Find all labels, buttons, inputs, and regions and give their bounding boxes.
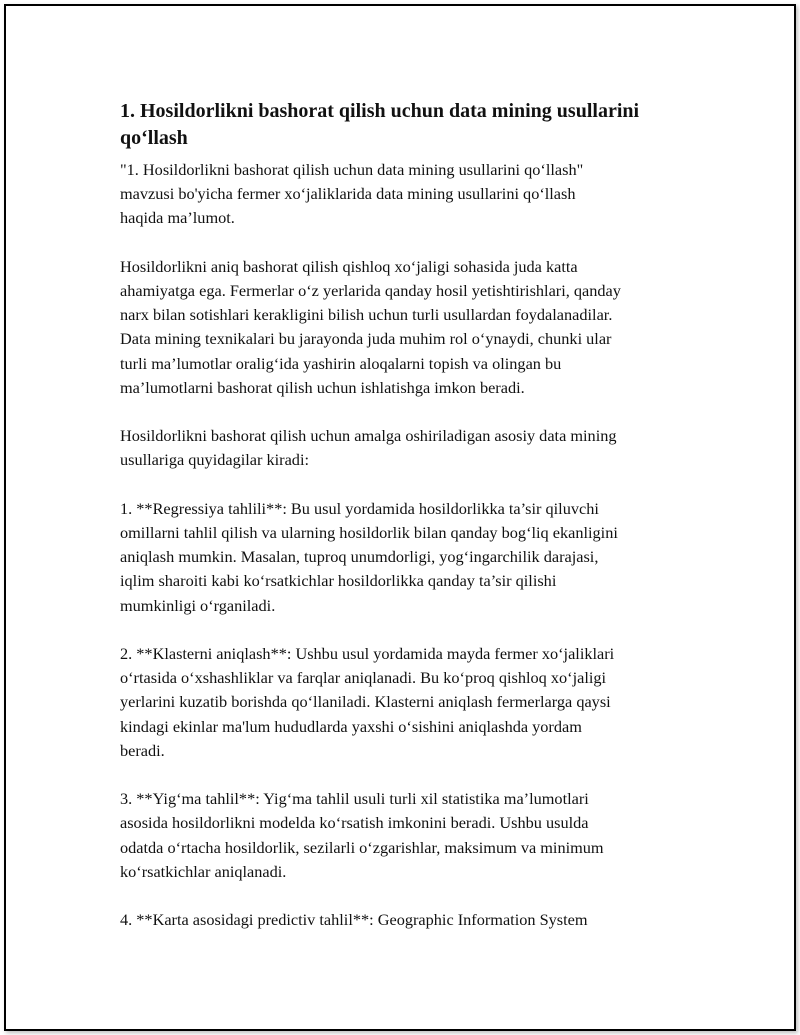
paragraph-regression: 1. **Regressiya tahlili**: Bu usul yordamida hosildorlikka ta’sir qiluvchi omillarni tahlil qilish va ularning hosildorlik bilan qanday bog‘liq ekanligini aniqlash mumkin. Masalan, tuproq unumdorligi, yog‘ingarchilik darajasi, iqlim sharoiti kabi ko‘rsatkichlar hosildorlikka qanday ta’sir qilishi mumkinligi o‘rganiladi.	[120, 498, 618, 615]
document-title: 1. Hosildorlikni bashorat qilish uchun data mining usullarini qo‘llash	[120, 100, 640, 149]
paragraph-clustering: 2. **Klasterni aniqlash**: Ushbu usul yordamida mayda fermer xo‘jaliklari o‘rtasida o‘xshashliklar va farqlar aniqlanadi. Bu ko‘proq qishloq xo‘jaligi yerlarini kuzatib borishda qo‘llaniladi. Klasterni aniqlash fermerlarga qaysi kindagi ekinlar ma'lum hududlarda yaxshi o‘sishini aniqlashda yordam beradi.	[120, 644, 615, 760]
paragraph-aggregate-analysis: 3. **Yig‘ma tahlil**: Yig‘ma tahlil usuli turli xil statistika ma’lumotlari asosida hosildorlikni modelda ko‘rsatish imkonini beradi. Ushbu usulda odatda o‘rtacha hosildorlik, sezilarli o‘zgarishlar, maksimum va minimum ko‘rsatkichlar aniqlanadi.	[120, 789, 604, 881]
paragraph-intro: "1. Hosildorlikni bashorat qilish uchun data mining usullarini qo‘llash" mavzusi bo'yicha fermer xo‘jaliklarida data mining usullarini qo‘llash haqida ma’lumot.	[120, 160, 584, 228]
paragraph-methods-intro: Hosildorlikni bashorat qilish uchun amalga oshiriladigan asosiy data mining usullariga quyidagilar kiradi:	[120, 426, 617, 470]
document-body	[120, 98, 700, 957]
document-page	[4, 4, 796, 1031]
paragraph-map-predictive: 4. **Karta asosidagi predictiv tahlil**: Geographic Information System	[120, 910, 588, 930]
paragraph-importance: Hosildorlikni aniq bashorat qilish qishloq xo‘jaligi sohasida juda katta ahamiyatga ega. Fermerlar o‘z yerlarida qanday hosil yetishtirishlari, qanday narx bilan sotishlari kerakligini bilish uchun turli usullardan foydalanadilar. Data mining texnikalari bu jarayonda juda muhim rol o‘ynaydi, chunki ular turli ma’lumotlar oralig‘ida yashirin aloqalarni topish va olingan bu ma’lumotlarni bashorat qilish uchun ishlatishga imkon beradi.	[120, 256, 621, 397]
